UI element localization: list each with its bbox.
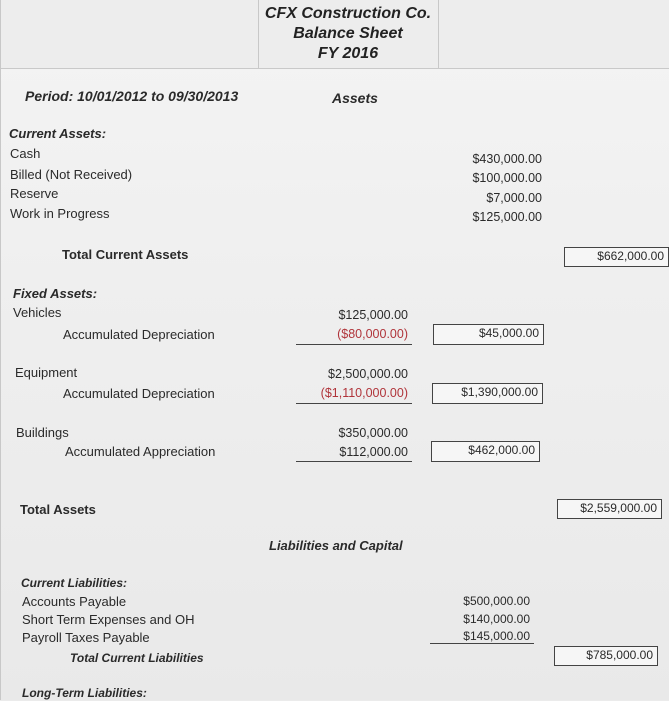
reserve-label: Reserve (10, 186, 59, 201)
vehicles-underline (296, 344, 412, 345)
buildings-appreciation-label: Accumulated Appreciation (65, 444, 216, 459)
liabilities-underline (430, 643, 534, 644)
billed-label: Billed (Not Received) (10, 167, 133, 182)
vehicles-cost: $125,000.00 (338, 308, 408, 322)
buildings-underline (296, 461, 412, 462)
equipment-cost: $2,500,000.00 (328, 367, 408, 381)
total-current-liabilities-value: $785,000.00 (554, 646, 658, 666)
vehicles-net: $45,000.00 (433, 324, 544, 345)
long-term-liabilities-heading: Long-Term Liabilities: (22, 686, 147, 700)
period-label: Period: 10/01/2012 to 09/30/2013 (25, 88, 239, 104)
equipment-depreciation-label: Accumulated Depreciation (63, 386, 215, 401)
payroll-taxes-value: $145,000.00 (463, 629, 530, 643)
buildings-cost: $350,000.00 (338, 426, 408, 440)
short-term-expenses-value: $140,000.00 (463, 612, 530, 626)
total-current-assets-value: $662,000.00 (564, 247, 669, 267)
liabilities-heading: Liabilities and Capital (269, 538, 403, 553)
short-term-expenses-label: Short Term Expenses and OH (22, 612, 195, 627)
header-divider (0, 68, 669, 69)
company-name: CFX Construction Co. (264, 5, 432, 22)
equipment-label: Equipment (15, 365, 78, 380)
wip-value: $125,000.00 (472, 210, 542, 224)
total-assets-label: Total Assets (20, 502, 96, 517)
total-current-assets-label: Total Current Assets (62, 247, 189, 262)
wip-label: Work in Progress (10, 206, 110, 221)
accounts-payable-value: $500,000.00 (463, 594, 530, 608)
total-assets-value: $2,559,000.00 (557, 499, 662, 519)
fixed-assets-heading: Fixed Assets: (13, 286, 98, 301)
vehicles-depreciation-label: Accumulated Depreciation (63, 327, 215, 342)
reserve-value: $7,000.00 (486, 191, 542, 205)
equipment-adjustment: ($1,110,000.00) (320, 386, 408, 400)
left-gridline (0, 0, 1, 700)
cash-value: $430,000.00 (472, 152, 542, 166)
buildings-label: Buildings (16, 425, 69, 440)
buildings-net: $462,000.00 (431, 441, 540, 462)
vehicles-label: Vehicles (13, 305, 62, 320)
vehicles-adjustment: ($80,000.00) (337, 327, 408, 341)
header-gridline-right (438, 0, 439, 68)
fiscal-year: FY 2016 (317, 45, 379, 62)
accounts-payable-label: Accounts Payable (22, 594, 127, 609)
current-liabilities-heading: Current Liabilities: (21, 576, 128, 590)
billed-value: $100,000.00 (472, 171, 542, 185)
equipment-net: $1,390,000.00 (432, 383, 543, 404)
equipment-underline (296, 403, 412, 404)
current-assets-heading: Current Assets: (9, 126, 107, 141)
total-current-liabilities-label: Total Current Liabilities (70, 651, 204, 665)
cash-label: Cash (10, 146, 41, 161)
assets-heading: Assets (332, 90, 378, 106)
sheet-title: Balance Sheet (293, 25, 403, 42)
buildings-adjustment: $112,000.00 (339, 445, 408, 459)
payroll-taxes-label: Payroll Taxes Payable (22, 630, 150, 645)
